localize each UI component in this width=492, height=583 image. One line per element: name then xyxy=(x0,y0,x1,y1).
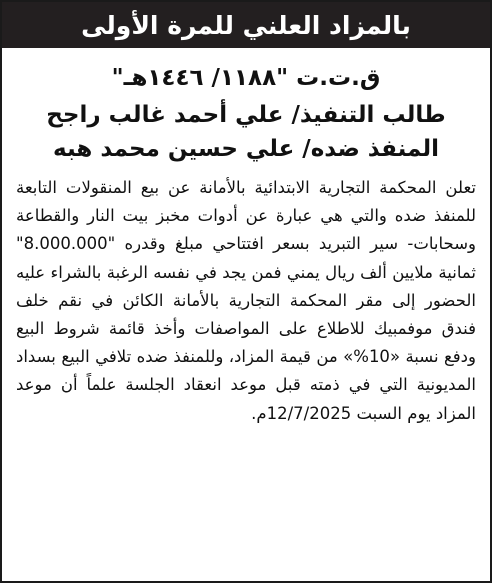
case-number: ق.ت.ت "١١٨٨/ ١٤٤٦هـ" xyxy=(111,65,381,91)
applicant-line: طالب التنفيذ/ علي أحمد غالب راجح xyxy=(46,102,446,128)
notice-body: تعلن المحكمة التجارية الابتدائية بالأمانة عن بيع المنقولات التابعة للمنفذ ضده والتي هي عبارة عن أدوات مخبز بيت النار والقطاعة وسحابات- سير التبريد بسعر افتتاحي مبلغ وقدره "8.000.000" ثمانية ملايين ألف ريال يمني فمن يجد في نفسه الرغبة بالشراء عليه الحضور إلى مقر المحكمة التجارية بالأمانة الكائن في نقم خلف فندق موفمبيك للاطلاع على المواصفات وأخذ قائمة شروط البيع ودفع نسبة «10%» من قيمة المزاد، وللمنفذ ضده تلافي البيع بسداد المديونية التي في ذمته قبل موعد انعقاد الجلسة علماً أن موعد المزاد يوم السبت 12/7/2025م. xyxy=(16,178,476,423)
notice-title: بالمزاد العلني للمرة الأولى xyxy=(81,10,411,40)
notice-header xyxy=(2,2,490,48)
respondent-line: المنفذ ضده/ علي حسين محمد هبه xyxy=(53,136,439,162)
